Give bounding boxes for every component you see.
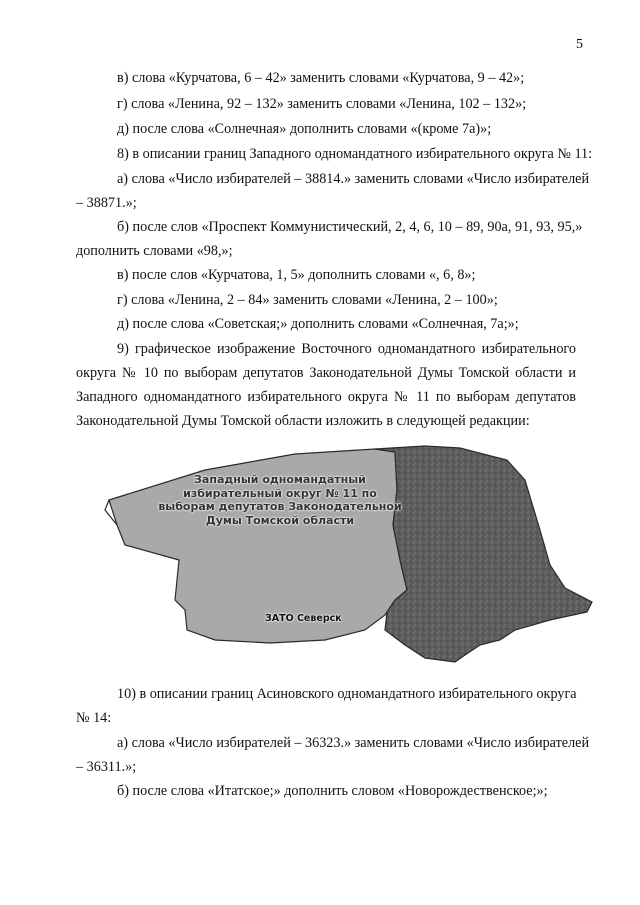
- section-10-line1: 10) в описании границ Асиновского одномандатного избирательного округа: [117, 686, 577, 702]
- west-label-line: избирательный округ № 11 по: [183, 486, 377, 500]
- west-district-label: [155, 473, 405, 527]
- section-8-heading: 8) в описании границ Западного одномандатного избирательного округа № 11:: [117, 146, 593, 162]
- section-9-line2: округа № 10 по выборам депутатов Законодательной Думы Томской области и: [76, 365, 576, 381]
- amendment-v-kurchatova: в) слова «Курчатова, 6 – 42» заменить словами «Курчатова, 9 – 42»;: [117, 70, 525, 86]
- section-9-line1: 9) графическое изображение Восточного одномандатного избирательного: [117, 341, 576, 357]
- amendment-g-lenina-2: г) слова «Ленина, 2 – 84» заменить словами «Ленина, 2 – 100»;: [117, 292, 498, 308]
- section-9-line3: Западного одномандатного избирательного округа № 11 по выборам депутатов: [76, 389, 576, 405]
- west-label-line: Западный одномандатный: [194, 473, 366, 486]
- section-10-line2: № 14:: [76, 710, 112, 726]
- amendment-b-prospekt-line1: б) после слов «Проспект Коммунистический, 2, 4, 6, 10 – 89, 90а, 91, 93, 95,»: [117, 219, 583, 235]
- amendment-g-lenina: г) слова «Ленина, 92 – 132» заменить словами «Ленина, 102 – 132»;: [117, 96, 527, 112]
- amendment-a-voters-line1: а) слова «Число избирателей – 38814.» заменить словами «Число избирателей: [117, 171, 590, 187]
- amendment-a-asino-voters-line2: – 36311.»;: [76, 759, 137, 775]
- zato-seversk-label: ЗАТО Северск: [265, 613, 342, 624]
- amendment-a-voters-line2: – 38871.»;: [76, 195, 137, 211]
- amendment-a-asino-voters-line1: а) слова «Число избирателей – 36323.» заменить словами «Число избирателей: [117, 735, 590, 751]
- amendment-v-kurchatova-2: в) после слов «Курчатова, 1, 5» дополнить словами «, 6, 8»;: [117, 267, 476, 283]
- east-district-area: [375, 446, 592, 662]
- amendment-b-prospekt-line2: дополнить словами «98,»;: [76, 243, 233, 259]
- west-label-line: выборам депутатов Законодательной: [158, 500, 402, 513]
- amendment-d-solnechnaya: д) после слова «Солнечная» дополнить словами «(кроме 7а)»;: [117, 121, 492, 137]
- district-map: [95, 440, 605, 665]
- amendment-d-sovetskaya: д) после слова «Советская;» дополнить словами «Солнечная, 7а;»;: [117, 316, 519, 332]
- amendment-b-itatskoe: б) после слова «Итатское;» дополнить словом «Новорождественское;»;: [117, 783, 548, 799]
- west-label-line: Думы Томской области: [205, 513, 355, 527]
- section-9-line4: Законодательной Думы Томской области изложить в следующей редакции:: [76, 413, 530, 429]
- page-number: 5: [576, 37, 583, 52]
